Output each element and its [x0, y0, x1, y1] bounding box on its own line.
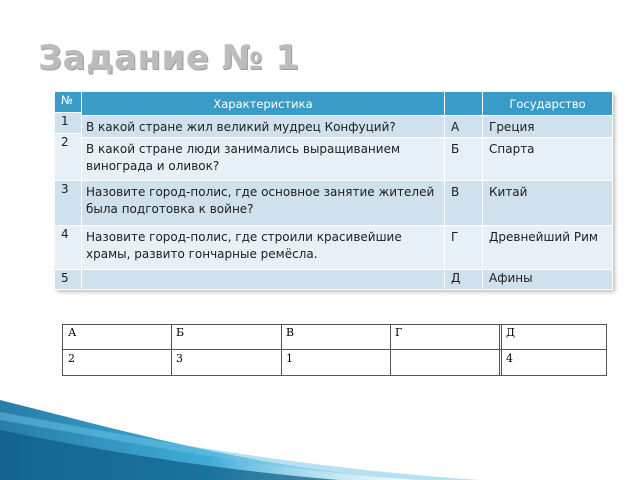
answer-letter: А: [68, 326, 77, 339]
country-cell: Древнейший Рим: [483, 226, 613, 270]
characteristic-cell: Назовите город-полис, где строили красивейшие храмы, развито гончарные ремёсла.: [82, 226, 445, 270]
letter-cell: Г: [445, 226, 483, 270]
country-cell: Китай: [483, 181, 613, 226]
country-cell: Греция: [483, 116, 613, 138]
answer-value: 2: [68, 352, 75, 365]
num-cell: 4: [55, 226, 82, 270]
header-num: №: [55, 92, 82, 113]
letter-cell: В: [445, 181, 483, 226]
answer-letter: Д: [506, 326, 515, 339]
answer-value: 1: [286, 352, 293, 365]
answer-letter: Г: [395, 326, 403, 339]
num-cell: 2: [55, 134, 82, 181]
header-letter: [445, 92, 483, 116]
answer-value: [390, 351, 499, 352]
characteristic-cell: Назовите город-полис, где основное занятие жителей была подготовка к войне?: [82, 181, 445, 226]
characteristic-cell: [82, 270, 445, 290]
country-cell: Афины: [483, 270, 613, 290]
task-table: [55, 92, 613, 290]
characteristic-cell: В какой стране люди занимались выращиванием винограда и оливок?: [82, 138, 445, 181]
letter-cell: Д: [445, 270, 483, 290]
letter-cell: А: [445, 116, 483, 138]
slide-title: Задание № 1: [38, 38, 300, 78]
characteristic-cell: В какой стране жил великий мудрец Конфуций?: [82, 116, 445, 138]
answer-table: [62, 324, 607, 376]
header-characteristic: Характеристика: [82, 92, 445, 116]
num-cell: 1: [55, 113, 82, 134]
letter-cell: Б: [445, 138, 483, 181]
num-cell: 5: [55, 270, 82, 290]
country-cell: Спарта: [483, 138, 613, 181]
num-cell: 3: [55, 181, 82, 226]
answer-value: 4: [506, 352, 513, 365]
answer-value: 3: [176, 352, 183, 365]
answer-letter: Б: [176, 326, 185, 339]
header-country: Государство: [483, 92, 613, 116]
answer-letter: В: [286, 326, 295, 339]
